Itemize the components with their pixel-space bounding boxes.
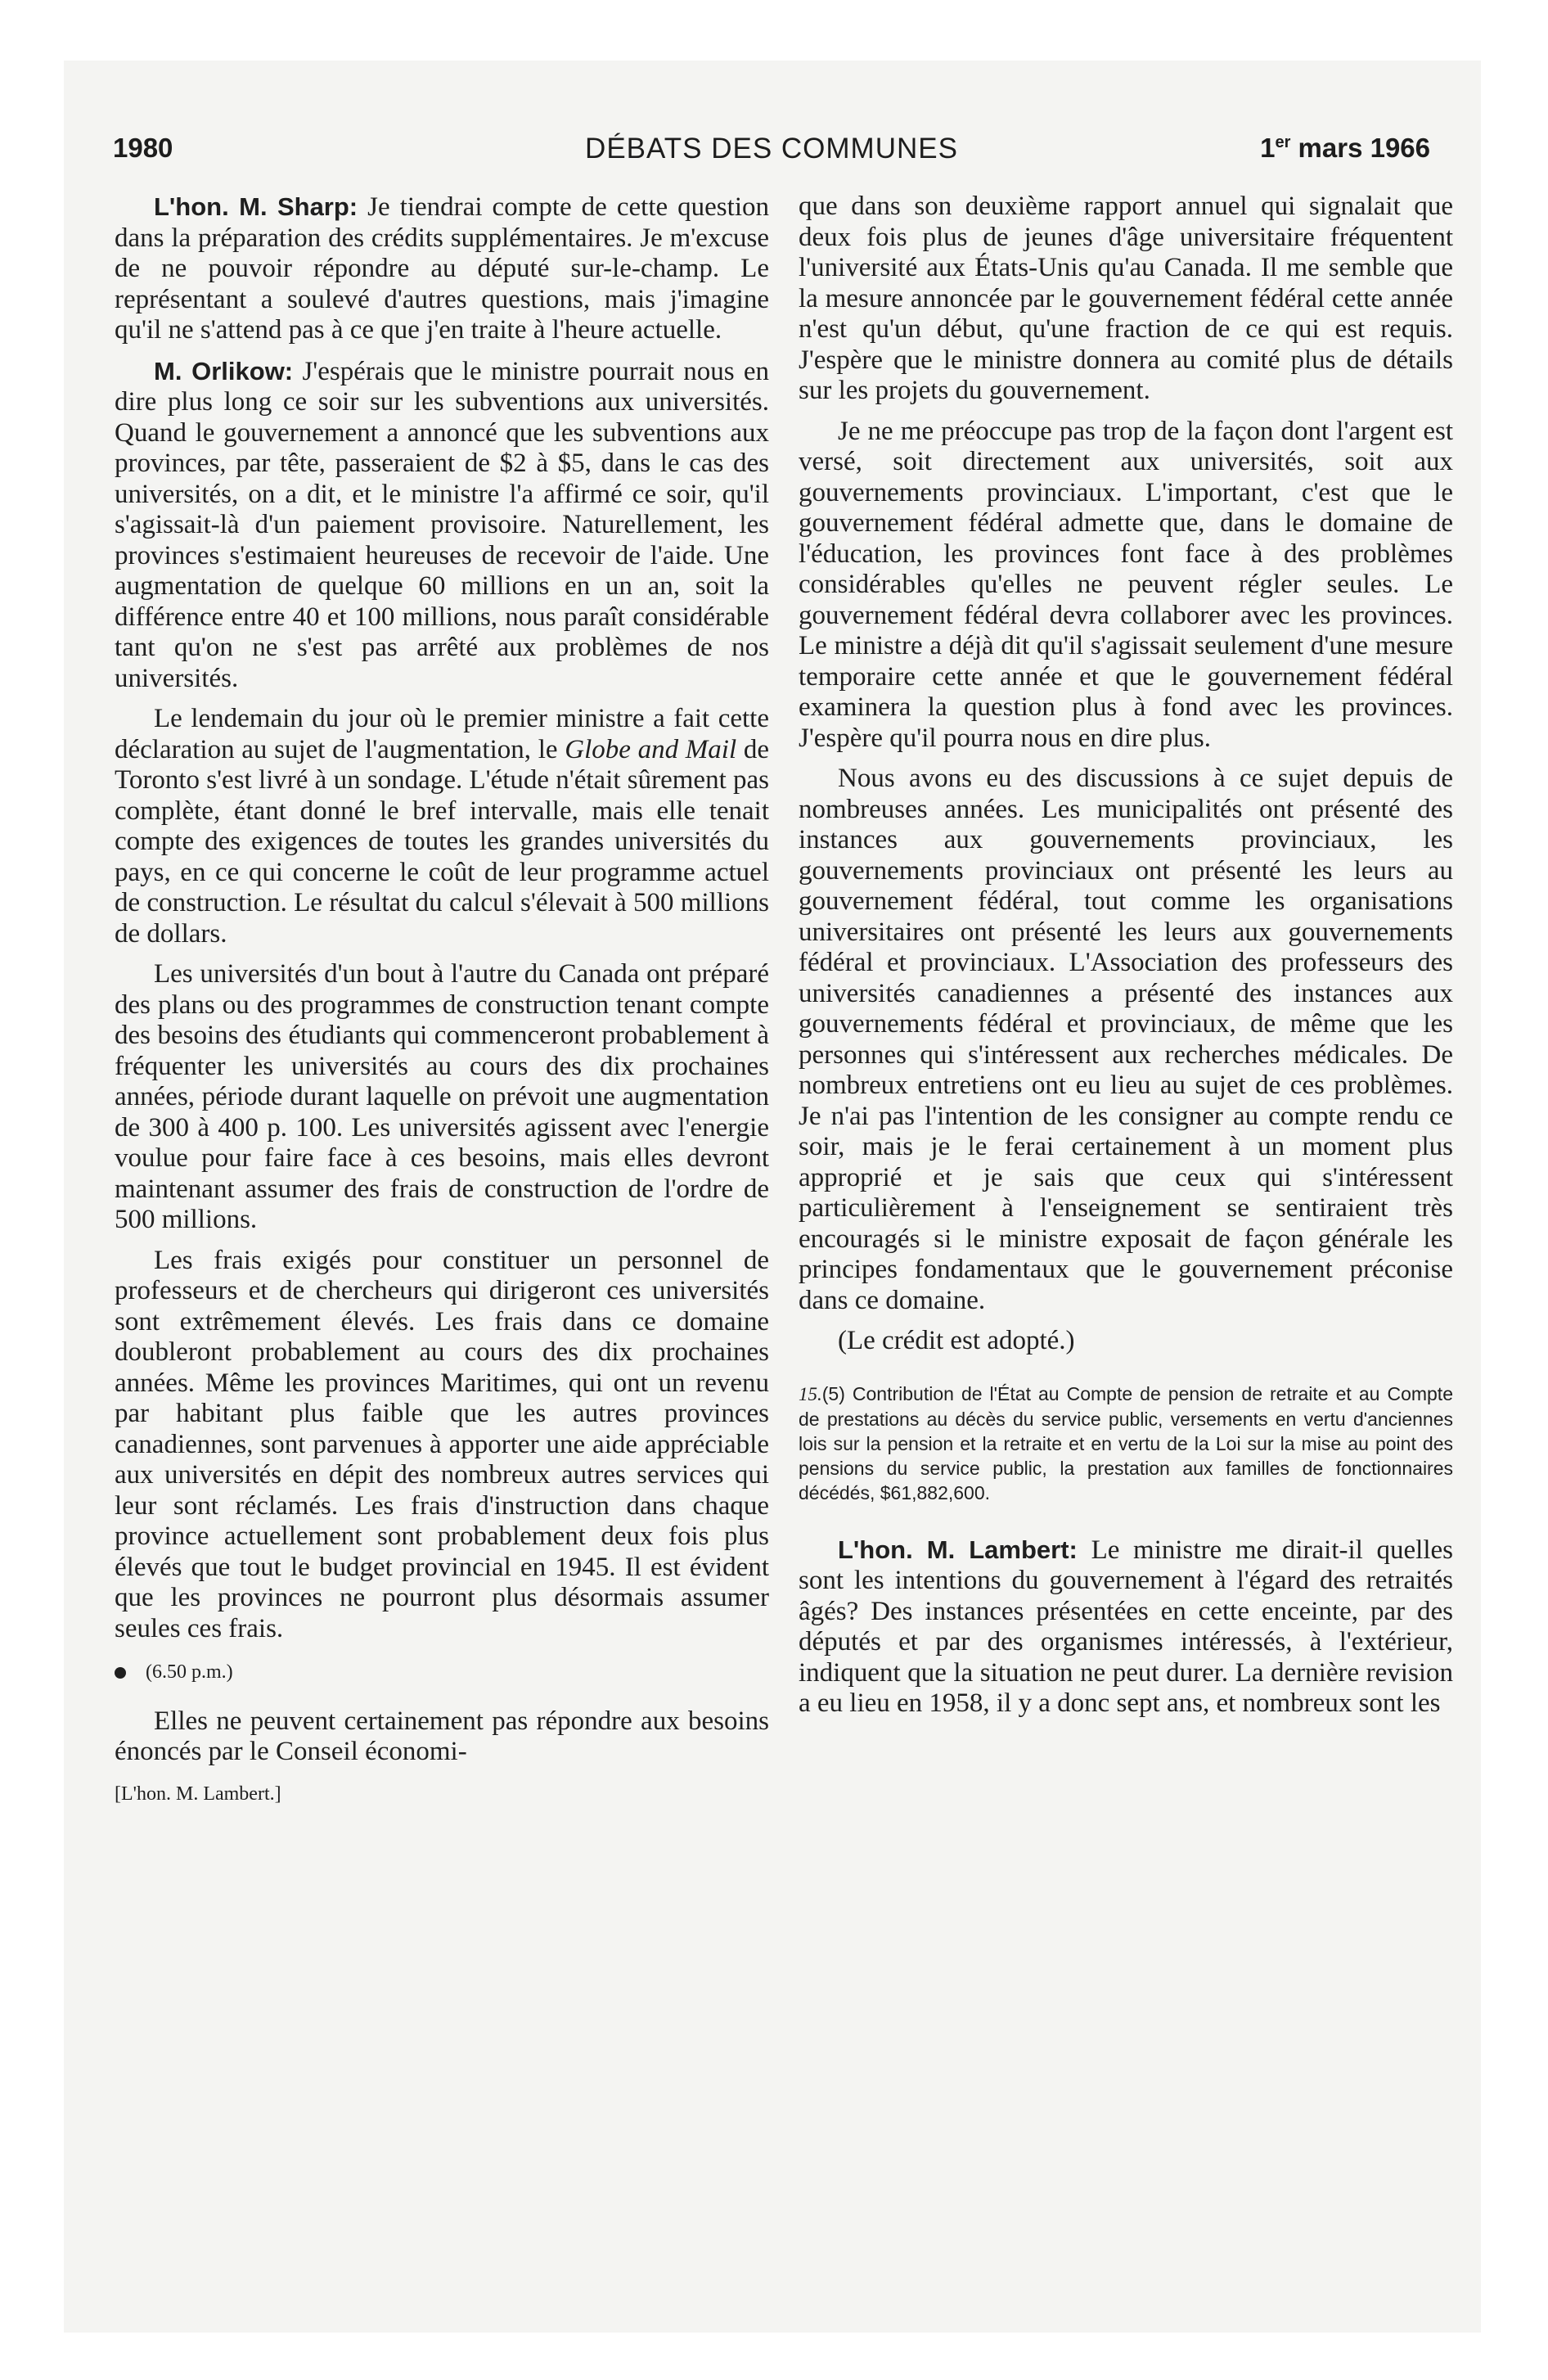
speaker-name: M. Orlikow:	[154, 356, 294, 385]
page-title: DÉBATS DES COMMUNES	[585, 133, 958, 165]
paragraph-orlikow	[115, 356, 769, 695]
paragraph: Les universités d'un bout à l'autre du Canada ont préparé des plans ou des programmes de construction tenant compte des besoins des étudiants qui commenceront probablement à fréquenter les universités au cours des dix prochaines années, période durant laquelle on prévoit une augmentation de 300 à 400 p. 100. Les universités agissent avec l'energie voulue pour faire face à ces besoins, mais elles devront maintenant assumer des frais de construction de l'ordre de 500 millions.	[115, 959, 769, 1234]
date-superscript: er	[1275, 133, 1291, 151]
paragraph: Nous avons eu des discussions à ce sujet depuis de nombreuses années. Les municipalités ont présenté des instances aux gouvernements provinciaux, les gouvernements provinciaux ont présenté les leurs au gouvernement fédéral, tout comme les organisations universitaires ont présenté les leurs aux gouvernements fédéral et provinciaux. L'Association des professeurs des universités canadiennes a présenté des instances aux gouvernements fédéral et provinciaux, de même que les personnes qui s'intéressent aux recherches médicales. De nombreux entretiens ont eu lieu au sujet de ces problèmes. Je n'ai pas l'intention de les consigner au compte rendu ce soir, mais je le ferai certainement à un moment plus approprié et je sais que ceux qui s'intéressent particulièrement à l'enseignement se sentiraient très encouragés si le ministre exposait de façon générale les principes fondamentaux que le gouvernement préconise dans ce domaine.	[799, 764, 1453, 1315]
paragraph	[115, 704, 769, 949]
paragraph-sharp	[115, 192, 769, 346]
bullet-icon	[115, 1667, 126, 1679]
right-column	[799, 192, 1453, 1729]
newspaper-title: Globe and Mail	[565, 734, 737, 764]
paragraph-text: Je tiendrai compte de cette question dans la préparation des crédits supplémentaires. Je m'excuse de ne pouvoir répondre au député sur-le-champ. Le représentant a soulevé d'autres questions, mais j'imagine qu'il ne s'attend pas à ce que j'en traite à l'heure actuelle.	[115, 192, 769, 345]
page-header	[113, 133, 1430, 182]
timestamp	[115, 1657, 769, 1688]
left-column	[115, 192, 769, 1819]
speaker-attribution: [L'hon. M. Lambert.]	[115, 1783, 281, 1805]
paragraph-text: Le lendemain du jour où le premier ministre a fait cette déclaration au sujet de l'augmentation, le	[115, 704, 769, 764]
paragraph: Les frais exigés pour constituer un personnel de professeurs et de chercheurs qui dirigeront ces universités sont extrêmement élevés. Les frais dans ce domaine doubleront probablement au cours des dix prochaines années. Même les provinces Maritimes, qui ont un revenu par habitant plus faible que les autres provinces canadiennes, sont parvenues à apporter une aide appréciable aux universités en dépit des nombreux autres services qui leur sont réclamés. Les frais d'instruction dans chaque province actuellement sont probablement deux fois plus élevés que tout le budget provincial en 1945. Il est évident que les provinces ne pourront plus désormais assumer seules ces frais.	[115, 1245, 769, 1643]
paragraph-text: de Toronto s'est livré à un sondage. L'étude n'était sûrement pas complète, étant donné le bref intervalle, mais elle tenait compte des exigences de toutes les grandes universités du pays, en ce qui concerne le coût de leur programme actuel de construction. Le résultat du calcul s'élevait à 500 millions de dollars.	[115, 734, 769, 949]
paragraph-text: J'espérais que le ministre pourrait nous en dire plus long ce soir sur les subventions aux universités. Quand le gouvernement a annoncé que les subventions aux provinces, par tête, passeraient de $2 à $5, dans le cas des universités, on a dit, et le ministre l'a affirmé ce soir, qu'il s'agissait-là d'un paiement provisoire. Naturellement, les provinces s'estimaient heureuses de recevoir de l'aide. Une augmentation de quelque 60 millions en un an, soit la différence entre 40 et 100 millions, nous paraît considérable tant qu'on ne s'est pas arrêté aux problèmes de nos universités.	[115, 356, 769, 693]
vote-item	[799, 1382, 1453, 1505]
paragraph: Elles ne peuvent certainement pas répondre aux besoins énoncés par le Conseil économi-	[115, 1706, 769, 1766]
date-rest: mars 1966	[1290, 133, 1430, 163]
vote-text: (5) Contribution de l'État au Compte de pension de retraite et au Compte de prestations au décès du service public, versements en vertu d'anciennes lois sur la pension et la retraite et en vertu de la Loi sur la mise au point des pensions du service public, la prestation aux familles de fonctionnaires décédés, $61,882,600.	[799, 1382, 1453, 1503]
paragraph: Je ne me préoccupe pas trop de la façon dont l'argent est versé, soit directement aux universités, soit aux gouvernements provinciaux. L'important, c'est que le gouvernement fédéral admette que, dans le domaine de l'éducation, les provinces font face à des problèmes considérables qu'elles ne peuvent régler seules. Le gouvernement fédéral devra collaborer avec les provinces. Le ministre a déjà dit qu'il s'agissait seulement d'une mesure temporaire cette année et que le gouvernement fédéral examinera la question plus à fond avec les provinces. J'espère qu'il pourra nous en dire plus.	[799, 416, 1453, 753]
vote-adopted: (Le crédit est adopté.)	[838, 1326, 1075, 1355]
date-day: 1	[1260, 133, 1276, 163]
speaker-name: L'hon. M. Sharp:	[154, 192, 358, 221]
timestamp-text: (6.50 p.m.)	[146, 1661, 233, 1683]
paragraph-lambert	[799, 1535, 1453, 1720]
page-number: 1980	[113, 133, 173, 163]
vote-number: 15.	[799, 1383, 822, 1404]
page-date	[1260, 133, 1430, 164]
page-sheet	[64, 61, 1481, 2333]
paragraph: que dans son deuxième rapport annuel qui signalait que deux fois plus de jeunes d'âge universitaire fréquentent l'université aux États-Unis qu'au Canada. Il me semble que la mesure annoncée par le gouvernement fédéral cette année n'est qu'un début, qu'une fraction de ce qui est requis. J'espère que le ministre donnera au comité plus de détails sur les projets du gouvernement.	[799, 192, 1453, 405]
paragraph-text: Le ministre me dirait-il quelles sont les intentions du gouvernement à l'égard des retraités âgés? Des instances présentées en cette enceinte, par des députés et par des organismes intéressés, à l'extérieur, indiquent que la situation ne peut durer. La dernière revision a eu lieu en 1958, il y a donc sept ans, et nombreux sont les	[799, 1535, 1453, 1718]
speaker-name: L'hon. M. Lambert:	[838, 1535, 1078, 1564]
